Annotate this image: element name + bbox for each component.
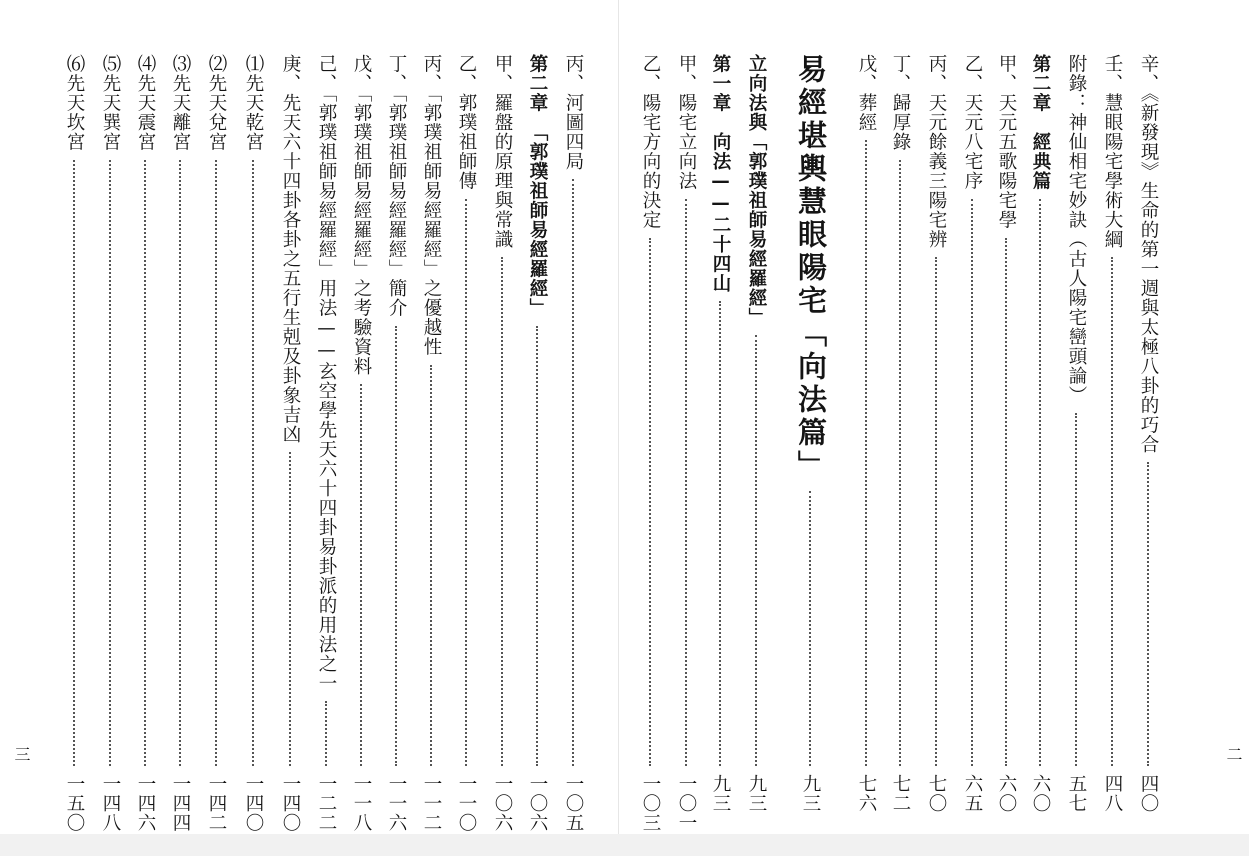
dot-leader — [865, 140, 867, 766]
page-number: 一二二 — [316, 774, 337, 833]
entry-title: 戊、葬經 — [856, 54, 877, 132]
entry-title: 己、「郭璞祖師易經羅經」用法——玄空學先天六十四卦易卦派的用法之一 — [316, 54, 337, 694]
dot-leader — [289, 452, 291, 766]
left-folio: 三 — [12, 746, 31, 762]
entry-title: 乙、陽宅方向的決定 — [640, 54, 661, 230]
dot-leader — [935, 257, 937, 766]
entry-title: ⑷先天震宮 — [135, 54, 156, 152]
entry-title: 庚、先天六十四卦各卦之五行生剋及卦象吉凶 — [280, 54, 301, 444]
dot-leader — [649, 238, 651, 767]
entry-title: 甲、羅盤的原理與常識 — [492, 54, 513, 249]
dot-leader — [360, 384, 362, 766]
page-number: 六〇 — [1030, 774, 1051, 813]
page-number: 一〇一 — [676, 774, 697, 833]
page-number: 五七 — [1066, 774, 1087, 813]
entry-title: 附錄：神仙相宅妙訣（古人陽宅巒頭論） — [1066, 54, 1087, 405]
page-number: 一一八 — [351, 774, 372, 833]
entry-title: 辛、《新發現》生命的第一週與太極八卦的巧合 — [1138, 54, 1159, 455]
page-number: 六〇 — [996, 774, 1017, 813]
dot-leader — [179, 160, 181, 767]
dot-leader — [252, 160, 254, 767]
dot-leader — [144, 160, 146, 767]
dot-leader — [755, 335, 757, 766]
gutter-line — [618, 0, 619, 834]
chapter-heading: 第二章 「郭璞祖師易經羅經」 — [527, 54, 548, 318]
chapter-heading: 第二章 經典篇 — [1030, 54, 1051, 191]
page-number: 九三 — [800, 774, 821, 813]
page-number: 一〇六 — [492, 774, 513, 833]
entry-title: ⑵先天兌宮 — [206, 54, 227, 152]
page-number: 一五〇 — [64, 774, 85, 833]
page-number: 七六 — [856, 774, 877, 813]
page-number: 九三 — [746, 774, 767, 813]
dot-leader — [1039, 199, 1041, 767]
page-number: 四〇 — [1138, 774, 1159, 813]
page-number: 一四四 — [170, 774, 191, 833]
page-number: 一四六 — [135, 774, 156, 833]
page-number: 一一六 — [386, 774, 407, 833]
dot-leader — [325, 701, 327, 766]
entry-title: 壬、慧眼陽宅學術大綱 — [1102, 54, 1123, 249]
entry-title: 乙、郭璞祖師傳 — [456, 54, 477, 191]
dot-leader — [1147, 462, 1149, 766]
dot-leader — [1075, 413, 1077, 766]
page-number: 一一二 — [421, 774, 442, 833]
dot-leader — [572, 179, 574, 766]
dot-leader — [430, 365, 432, 766]
page-number: 一〇三 — [640, 774, 661, 833]
page-number: 一四二 — [206, 774, 227, 833]
entry-title: 丙、河圖四局 — [563, 54, 584, 171]
chapter-heading: 第一章 向法——二十四山 — [710, 54, 731, 293]
page-number: 七二 — [890, 774, 911, 813]
page-number: 四八 — [1102, 774, 1123, 813]
page-number: 九三 — [710, 774, 731, 813]
page-number: 一四〇 — [243, 774, 264, 833]
dot-leader — [501, 257, 503, 766]
dot-leader — [1005, 238, 1007, 767]
dot-leader — [685, 199, 687, 767]
dot-leader — [719, 301, 721, 766]
dot-leader — [215, 160, 217, 767]
dot-leader — [465, 199, 467, 767]
page-number: 六五 — [962, 774, 983, 813]
page-number: 一四八 — [100, 774, 121, 833]
entry-title: 丙、天元餘義三陽宅辨 — [926, 54, 947, 249]
chapter-heading: 立向法與「郭璞祖師易經羅經」 — [746, 54, 767, 327]
entry-title: ⑴先天乾宮 — [243, 54, 264, 152]
dot-leader — [1111, 257, 1113, 766]
dot-leader — [73, 160, 75, 767]
entry-title: 丙、「郭璞祖師易經羅經」之優越性 — [421, 54, 442, 357]
dot-leader — [899, 160, 901, 767]
dot-leader — [809, 491, 811, 766]
entry-title: ⑸先天巽宮 — [100, 54, 121, 152]
dot-leader — [536, 326, 538, 766]
book-title-heading: 易經堪輿慧眼陽宅「向法篇」 — [794, 54, 828, 483]
dot-leader — [971, 199, 973, 767]
entry-title: 丁、「郭璞祖師易經羅經」簡介 — [386, 54, 407, 318]
entry-title: ⑶先天離宮 — [170, 54, 191, 152]
dot-leader — [395, 326, 397, 766]
entry-title: 甲、陽宅立向法 — [676, 54, 697, 191]
entry-title: 甲、天元五歌陽宅學 — [996, 54, 1017, 230]
entry-title: 乙、天元八宅序 — [962, 54, 983, 191]
entry-title: ⑹先天坎宮 — [64, 54, 85, 152]
page-number: 一〇五 — [563, 774, 584, 833]
dot-leader — [109, 160, 111, 767]
page-number: 一一〇 — [456, 774, 477, 833]
entry-title: 戊、「郭璞祖師易經羅經」之考驗資料 — [351, 54, 372, 377]
page-number: 一四〇 — [280, 774, 301, 833]
page-number: 七〇 — [926, 774, 947, 813]
entry-title: 丁、歸厚錄 — [890, 54, 911, 152]
right-folio: 二 — [1224, 746, 1243, 762]
page-number: 一〇六 — [527, 774, 548, 833]
